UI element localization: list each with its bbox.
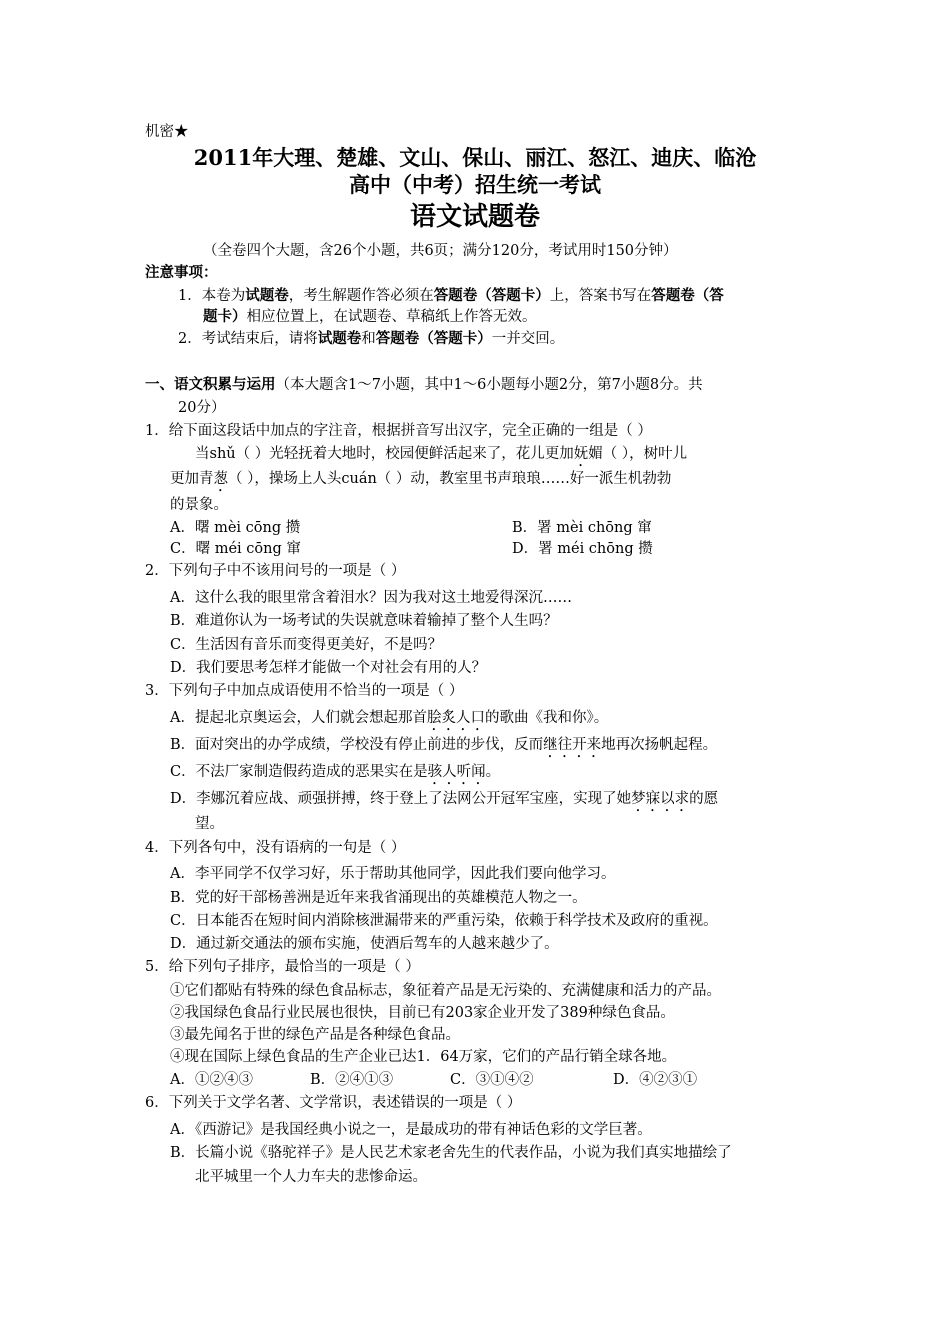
dotted-idiom: 继往开来 [543, 737, 602, 753]
q5-option-a: A．①②④③ [170, 1072, 253, 1088]
option-text: C．不法厂家制造假药造成的恶果实在是 [170, 764, 428, 780]
q1-passage-line3: 的景象。 [170, 497, 228, 513]
q2-option-c: C．生活因有音乐而变得更美好，不是吗？ [170, 637, 443, 653]
q1-stem: 1．给下面这段话中加点的字注音，根据拼音写出汉字，完全正确的一组是（ ） [145, 423, 652, 439]
q5-option-c: C．③①④② [450, 1072, 534, 1088]
dotted-idiom: 梦寐以求 [631, 791, 690, 807]
secret-mark: 机密★ [145, 124, 189, 140]
note-text: 和 [361, 331, 376, 347]
q5-sentence-4: ④现在国际上绿色食品的生产企业已达1．64万家，它们的产品行销全球各地。 [170, 1049, 677, 1065]
section-title: 一、语文积累与运用 [145, 376, 276, 393]
note-bold: 试题卷 [317, 330, 362, 347]
note-bold: 答题卷（答 [651, 287, 724, 304]
option-text: 的歌曲《我和你》。 [484, 710, 609, 726]
q4-option-a: A．李平同学不仅学习好，乐于帮助其他同学，因此我们要向他学习。 [170, 866, 616, 882]
q3-option-c [170, 762, 500, 788]
q4-stem: 4．下列各句中，没有语病的一句是（ ） [145, 840, 406, 856]
note-text: 上，答案书写在 [549, 288, 652, 304]
note-text: 一并交回。 [491, 331, 565, 347]
exam-title-subject: 语文试题卷 [409, 202, 540, 232]
q2-option-b: B．难道你认为一场考试的失误就意味着输掉了整个人生吗？ [170, 613, 558, 629]
q1-passage-line1 [195, 444, 687, 470]
note-text: ，考生解题作答必须在 [288, 288, 434, 304]
q4-option-c: C．日本能否在短时间内消除核泄漏带来的严重污染，依赖于科学技术及政府的重视。 [170, 913, 718, 929]
q1-option-b: B．署 mèi chōng 窜 [512, 520, 652, 536]
dotted-idiom: 脍炙人口 [426, 710, 485, 726]
q5-sentence-3: ③最先闻名于世的绿色产品是各种绿色食品。 [170, 1027, 460, 1043]
dotted-char: 妩 [573, 446, 589, 462]
option-text: 地再次扬帆起程。 [601, 737, 718, 753]
note-1-line1 [178, 286, 724, 306]
note-text: 1．本卷为 [178, 288, 246, 304]
q5-sentence-2: ②我国绿色食品行业民展也很快，目前已有203家企业开发了389种绿色食品。 [170, 1005, 675, 1021]
q6-stem: 6．下列关于文学名著、文学常识，表述错误的一项是（ ） [145, 1095, 522, 1111]
q5-option-d: D．④②③① [613, 1072, 698, 1088]
q5-sentence-1: ①它们都贴有特殊的绿色食品标志，象征着产品是无污染的、充满健康和活力的产品。 [170, 983, 721, 999]
q3-option-b [170, 735, 717, 761]
note-2 [178, 329, 564, 349]
q1-option-c: C．曙 méi cōng 窜 [170, 541, 301, 557]
note-text: 2．考试结束后，请将 [178, 331, 318, 347]
q1-option-d: D．署 méi chōng 攒 [512, 541, 653, 557]
note-bold: 答题卷（答题卡） [433, 287, 550, 304]
exam-title-line2: 高中（中考）招生统一考试 [349, 172, 601, 197]
note-1-line2 [203, 307, 537, 327]
option-text: D．李娜沉着应战、顽强拼搏，终于登上了法网公开冠军宝座，实现了她 [170, 791, 632, 807]
note-text: 相应位置上，在试题卷、草稿纸上作答无效。 [246, 309, 537, 325]
dotted-idiom: 骇人听闻 [427, 764, 486, 780]
q5-option-b: B．②④①③ [310, 1072, 394, 1088]
q3-stem: 3．下列句子中加点成语使用不恰当的一项是（ ） [145, 683, 464, 699]
q4-option-b: B．党的好干部杨善洲是近年来我省涌现出的英雄模范人物之一。 [170, 890, 587, 906]
exam-title-line1: 2011年大理、楚雄、文山、保山、丽江、怒江、迪庆、临沧 [193, 145, 757, 170]
q5-stem: 5．给下列句子排序，最恰当的一项是（ ） [145, 959, 420, 975]
q1-option-a: A．曙 mèi cōng 攒 [170, 520, 301, 536]
passage-text: 媚（ ），树叶儿 [588, 446, 688, 462]
q4-option-d: D．通过新交通法的颁布实施，使酒后驾车的人越来越少了。 [170, 936, 559, 952]
dotted-char: 葱 [213, 471, 228, 487]
q3-option-a [170, 708, 608, 734]
q2-option-a: A．这什么我的眼里常含着泪水？因为我对这土地爱得深沉…… [170, 590, 572, 606]
q1-passage-line2 [170, 469, 671, 495]
option-text: A．提起北京奥运会，人们就会想起那首 [170, 710, 427, 726]
note-bold: 答题卷（答题卡） [375, 330, 492, 347]
exam-subtitle: （全卷四个大题，含26个小题，共6页；满分120分，考试用时150分钟） [203, 243, 678, 259]
q3-option-d-line2: 望。 [195, 816, 224, 832]
option-text: 。 [485, 764, 501, 780]
q3-option-d-line1 [170, 789, 718, 815]
q2-stem: 2．下列句子中不该用问号的一项是（ ） [145, 563, 406, 579]
option-text: 的愿 [689, 791, 719, 807]
note-bold: 试题卷 [245, 287, 289, 304]
passage-text: （ ），操场上人头cuán（ ）动，教室里书声琅琅……好一派生机勃勃 [228, 471, 672, 487]
passage-text: 当shǔ（ ）光轻抚着大地时，校园便鲜活起来了，花儿更加 [195, 446, 574, 462]
q2-option-d: D．我们要思考怎样才能做一个对社会有用的人？ [170, 660, 487, 676]
section-desc: （本大题含1～7小题，其中1～6小题每小题2分，第7小题8分。共 [275, 377, 703, 393]
note-bold: 题卡） [203, 308, 247, 325]
section1-heading [145, 375, 703, 395]
notes-heading: 注意事项： [145, 264, 218, 281]
section1-heading-cont: 20分） [178, 400, 226, 416]
q6-option-a: A．《西游记》是我国经典小说之一，是最成功的带有神话色彩的文学巨著。 [170, 1122, 652, 1138]
q6-option-b-line2: 北平城里一个人力车夫的悲惨命运。 [195, 1169, 427, 1185]
q6-option-b-line1: B．长篇小说《骆驼祥子》是人民艺术家老舍先生的代表作品，小说为我们真实地描绘了 [170, 1145, 732, 1161]
passage-text: 更加青 [170, 471, 214, 487]
option-text: B．面对突出的办学成绩，学校没有停止前进的步伐，反而 [170, 737, 544, 753]
